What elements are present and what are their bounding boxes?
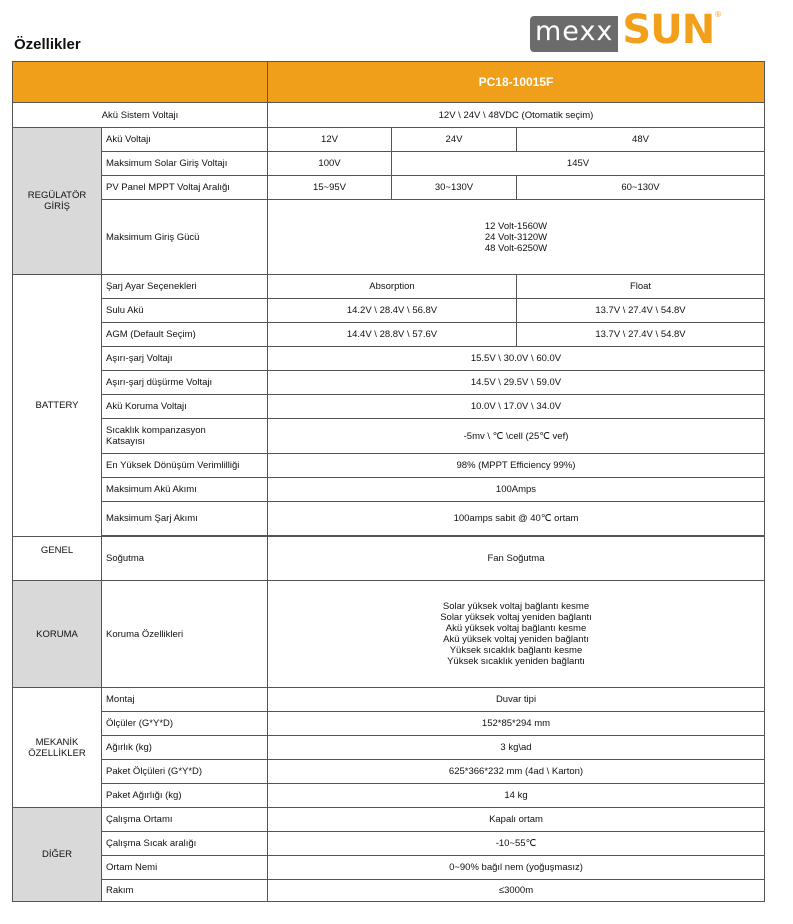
table-row (13, 760, 765, 784)
table-row (13, 299, 765, 323)
row-label: Akü Voltajı (102, 128, 268, 152)
cell-value: 15.5V \ 30.0V \ 60.0V (268, 347, 765, 371)
table-row (13, 502, 765, 536)
table-row (13, 581, 765, 688)
cell-value: 0~90% bağıl nem (yoğuşmasız) (268, 856, 765, 880)
cell-value: ≤3000m (268, 880, 765, 902)
group-other: DİĞER (13, 808, 102, 902)
row-label: Aşırı-şarj düşürme Voltajı (102, 371, 268, 395)
max-power-line: 24 Volt-3120W (484, 231, 548, 243)
logo-text-mexx: mexx (530, 16, 618, 52)
protection-features-cell (268, 581, 765, 688)
cell-value: 100amps sabit @ 40℃ ortam (268, 502, 765, 536)
page-title: Özellikler (14, 36, 81, 53)
table-row (13, 537, 765, 581)
group-general: GENEL (13, 537, 102, 581)
max-power-line: 48 Volt-6250W (484, 242, 548, 254)
cell-value: -5mv \ ℃ \cell (25℃ vef) (268, 419, 765, 454)
table-row (13, 454, 765, 478)
brand-logo (530, 7, 722, 53)
cell-value: 152*85*294 mm (268, 712, 765, 736)
cell-value: Fan Soğutma (268, 537, 765, 581)
row-label: Sulu Akü (102, 299, 268, 323)
row-label: En Yüksek Dönüşüm Verimlilliği (102, 454, 268, 478)
group-battery: BATTERY (13, 275, 102, 537)
cell-value: 3 kg\ad (268, 736, 765, 760)
max-power-line: 12 Volt-1560W (484, 220, 548, 232)
row-label: Maksimum Giriş Gücü (102, 200, 268, 275)
table-row (13, 784, 765, 808)
cell-value: 15~95V (268, 176, 392, 200)
cell-value: 145V (392, 152, 765, 176)
table-row (13, 152, 765, 176)
cell-value: Absorption (268, 275, 517, 299)
protection-line: Akü yüksek voltaj bağlantı kesme (445, 623, 587, 634)
cell-value: 48V (517, 128, 765, 152)
table-row (13, 712, 765, 736)
header-blank-cell (13, 62, 268, 103)
row-label: Soğutma (102, 537, 268, 581)
cell-value: Float (517, 275, 765, 299)
protection-line: Yüksek sıcaklık bağlantı kesme (449, 645, 583, 656)
cell-value: 98% (MPPT Efficiency 99%) (268, 454, 765, 478)
logo-registered-mark: ® (715, 10, 722, 19)
cell-value: 13.7V \ 27.4V \ 54.8V (517, 323, 765, 347)
protection-line: Akü yüksek voltaj yeniden bağlantı (443, 634, 589, 645)
cell-value: 13.7V \ 27.4V \ 54.8V (517, 299, 765, 323)
cell-value: 14.5V \ 29.5V \ 59.0V (268, 371, 765, 395)
cell-value: 14.4V \ 28.8V \ 57.6V (268, 323, 517, 347)
cell-value: 10.0V \ 17.0V \ 34.0V (268, 395, 765, 419)
cell-value: 24V (392, 128, 517, 152)
row-label: Sıcaklık kompanzasyon Katsayısı (102, 419, 268, 454)
system-voltage-value: 12V \ 24V \ 48VDC (Otomatik seçim) (268, 103, 765, 128)
row-label: Koruma Özellikleri (102, 581, 268, 688)
protection-line: Yüksek sıcaklık yeniden bağlantı (447, 656, 585, 667)
cell-value: -10~55℃ (268, 832, 765, 856)
cell-value: Kapalı ortam (268, 808, 765, 832)
table-row (13, 200, 765, 275)
group-mechanical: MEKANİK ÖZELLİKLER (13, 688, 102, 808)
row-label: Montaj (102, 688, 268, 712)
row-label: PV Panel MPPT Voltaj Aralığı (102, 176, 268, 200)
table-row (13, 832, 765, 856)
table-row (13, 323, 765, 347)
system-voltage-label: Akü Sistem Voltajı (13, 103, 268, 128)
cell-value: 100Amps (268, 478, 765, 502)
table-row (13, 371, 765, 395)
table-row (13, 419, 765, 454)
cell-value: 60~130V (517, 176, 765, 200)
row-label: Aşırı-şarj Voltajı (102, 347, 268, 371)
table-row (13, 856, 765, 880)
table-row (13, 275, 765, 299)
table-row (13, 880, 765, 902)
row-label: Ağırlık (kg) (102, 736, 268, 760)
row-label: Akü Koruma Voltajı (102, 395, 268, 419)
row-label: Paket Ağırlığı (kg) (102, 784, 268, 808)
row-label: Maksimum Akü Akımı (102, 478, 268, 502)
row-label: AGM (Default Seçim) (102, 323, 268, 347)
table-row (13, 347, 765, 371)
cell-value: 100V (268, 152, 392, 176)
table-header-row (13, 62, 765, 103)
table-row (13, 128, 765, 152)
model-header: PC18-10015F (268, 62, 765, 103)
row-label: Çalışma Sıcak aralığı (102, 832, 268, 856)
cell-value: 12V (268, 128, 392, 152)
row-label: Maksimum Solar Giriş Voltajı (102, 152, 268, 176)
group-regulator: REGÜLATÖR GİRİŞ (13, 128, 102, 275)
spec-table (12, 61, 765, 902)
cell-value: Duvar tipi (268, 688, 765, 712)
row-label: Paket Ölçüleri (G*Y*D) (102, 760, 268, 784)
table-row (13, 808, 765, 832)
cell-value: 14 kg (268, 784, 765, 808)
row-label: Ortam Nemi (102, 856, 268, 880)
max-power-cell (268, 200, 765, 275)
protection-line: Solar yüksek voltaj yeniden bağlantı (440, 612, 592, 623)
table-row (13, 478, 765, 502)
table-row (13, 103, 765, 128)
cell-value: 30~130V (392, 176, 517, 200)
table-row (13, 395, 765, 419)
row-label: Çalışma Ortamı (102, 808, 268, 832)
table-row (13, 688, 765, 712)
logo-text-sun: SUN (622, 7, 715, 53)
protection-line: Solar yüksek voltaj bağlantı kesme (442, 601, 590, 612)
group-koruma: KORUMA (13, 581, 102, 688)
cell-value: 14.2V \ 28.4V \ 56.8V (268, 299, 517, 323)
table-row (13, 736, 765, 760)
row-label: Ölçüler (G*Y*D) (102, 712, 268, 736)
row-label: Maksimum Şarj Akımı (102, 502, 268, 536)
table-row (13, 176, 765, 200)
cell-value: 625*366*232 mm (4ad \ Karton) (268, 760, 765, 784)
row-label: Rakım (102, 880, 268, 902)
row-label: Şarj Ayar Seçenekleri (102, 275, 268, 299)
